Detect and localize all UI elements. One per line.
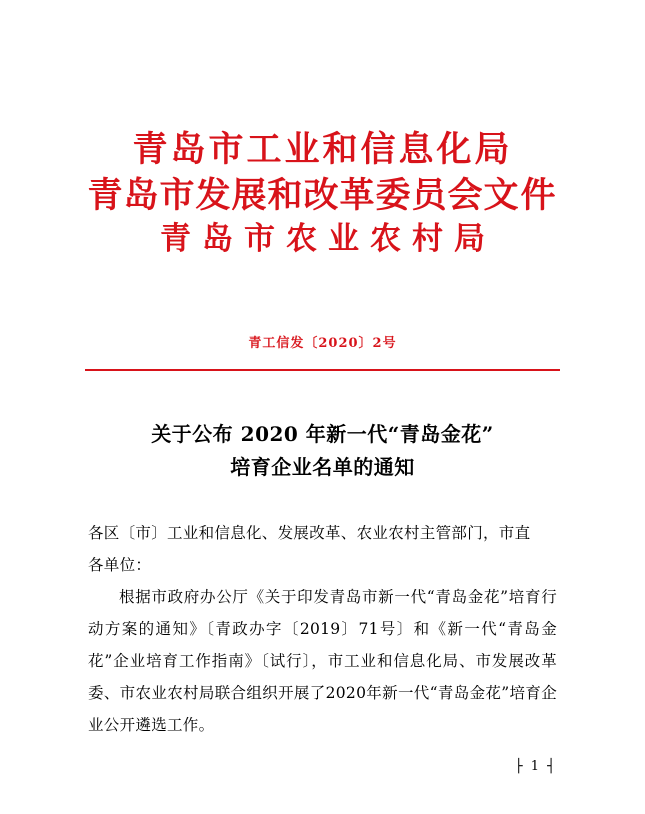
masthead-line-3: 青岛市农业农村局 [160, 221, 496, 257]
page-title-line-2: 培育企业名单的通知 [230, 455, 415, 479]
masthead-wenjian-label: 文件 [483, 175, 558, 216]
red-separator-rule [85, 369, 560, 371]
masthead-line-2-org: 青岛市发展和改革委员会 [87, 175, 484, 216]
body-paragraph-1: 根据市政府办公厅《关于印发青岛市新一代“青岛金花”培育行动方案的通知》〔青政办字〔2019〕71号〕和《新一代“青岛金花”企业培育工作指南》〔试行〕，市工业和信息化局、市发展改革委、市农业农村局联合组织开展了2020年新一代“青岛金花”培育企业公开遴选工作。 [88, 587, 557, 734]
salutation-line-1: 各区〔市〕工业和信息化、发展改革、农业农村主管部门，市直 [88, 524, 531, 542]
page-title [100, 418, 545, 484]
document-body [88, 518, 557, 741]
document-number: 青工信发〔2020〕2号 [248, 336, 397, 351]
page-title-line-1: 关于公布 2020 年新一代“青岛金花” [151, 422, 494, 446]
page-number-footer: ├ 1 ┤ [514, 759, 557, 774]
document-masthead [0, 129, 645, 257]
masthead-line-2 [0, 175, 645, 216]
masthead-line-1: 青岛市工业和信息化局 [132, 129, 513, 170]
salutation-line-2: 各单位： [88, 555, 152, 574]
